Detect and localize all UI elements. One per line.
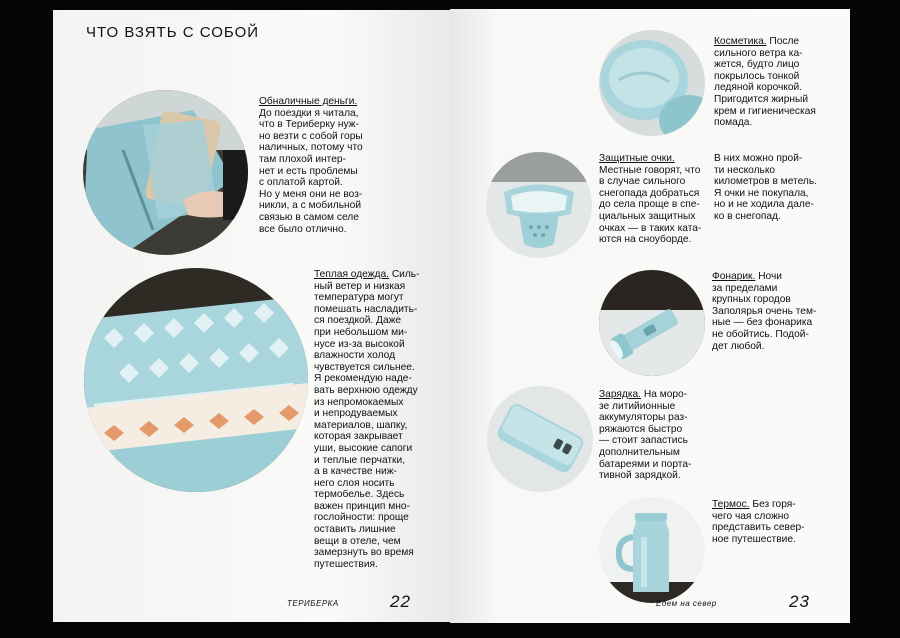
flashlight-photo	[599, 270, 705, 376]
flashlight-heading: Фонарик.	[712, 271, 756, 282]
charger-text	[599, 389, 711, 482]
cash-heading: Обналичные деньги.	[259, 96, 358, 107]
goggles-body: Местные говорят, что в случае сильного снегопада добраться до села проще в спе- циальных защитных очках — в таких ката- ются на сноуборде.	[599, 164, 702, 246]
thermos-photo	[599, 497, 705, 603]
charger-body: На моро- зе литийионные аккумуляторы раз- ряжаются быстро — стоит запастись дополнительным батареями и порта- тивной зарядкой.	[599, 389, 692, 482]
goggles-heading: Защитные очки.	[599, 153, 675, 164]
goggles-text	[599, 153, 709, 246]
footer-left-page-number: 22	[390, 592, 411, 611]
thermos-body: Без горя- чего чая сложно представить север- ное путешествие.	[712, 499, 805, 545]
cosmetics-photo	[599, 30, 705, 136]
cosmetics-text	[714, 36, 824, 129]
charger-heading: Зарядка.	[599, 389, 642, 400]
thermos-heading: Термос.	[712, 499, 750, 510]
cash-body: До поездки я читала, что в Териберку нуж- но везти с собой горы наличных, потому что там плохой интер- нет и есть проблемы с оплатой картой. Но у меня они не воз- никли, а с мобильной связью в самом селе все было отлично.	[259, 107, 363, 235]
flashlight-text	[712, 271, 824, 352]
footer-left-label: ТЕРИБЕРКА	[287, 599, 339, 608]
cash-text	[259, 96, 369, 235]
cosmetics-body: После сильного ветра ка- жется, будто лицо покрылось тонкой ледяной корочкой. Пригодится жирный крем и гигиеническая помада.	[714, 36, 816, 129]
clothes-photo	[84, 268, 308, 492]
charger-photo	[487, 386, 593, 492]
clothes-body: Силь- ный ветер и низкая температура могут помешать насладить- ся поездкой. Даже при небольшом ми- нусе из-за высокой влажности холод чувствуется сильнее. Я рекомендую наде- вать верхнюю одежду из непромокаемых и непродуваемых материалов, шапку, которая закрывает уши, высокие сапоги и теплые перчатки, а в качестве ниж- него слоя носить термобелье. Здесь важен принцип мно- гослойности: проще оставить лишние вещи в отеле, чем замерзнуть во время путешествия.	[314, 269, 420, 570]
cosmetics-heading: Косметика.	[714, 36, 767, 47]
footer-right-label: Едем на север	[656, 599, 717, 608]
thermos-text	[712, 499, 824, 545]
page-title: ЧТО ВЗЯТЬ С СОБОЙ	[86, 24, 260, 41]
wallet-photo	[83, 90, 248, 255]
goggles-photo	[486, 152, 592, 258]
clothes-text	[314, 269, 426, 570]
goggles-aside: В них можно прой- ти несколько километров в метель. Я очки не покупала, но и не ходила дале- ко в снегопад.	[714, 153, 817, 222]
footer-right-page-number: 23	[789, 592, 810, 611]
clothes-heading: Теплая одежда.	[314, 269, 389, 280]
flashlight-body: Ночи за пределами крупных городов Заполярья очень тем- ные — без фонарика не обойтись. Подой- дет любой.	[712, 271, 817, 352]
